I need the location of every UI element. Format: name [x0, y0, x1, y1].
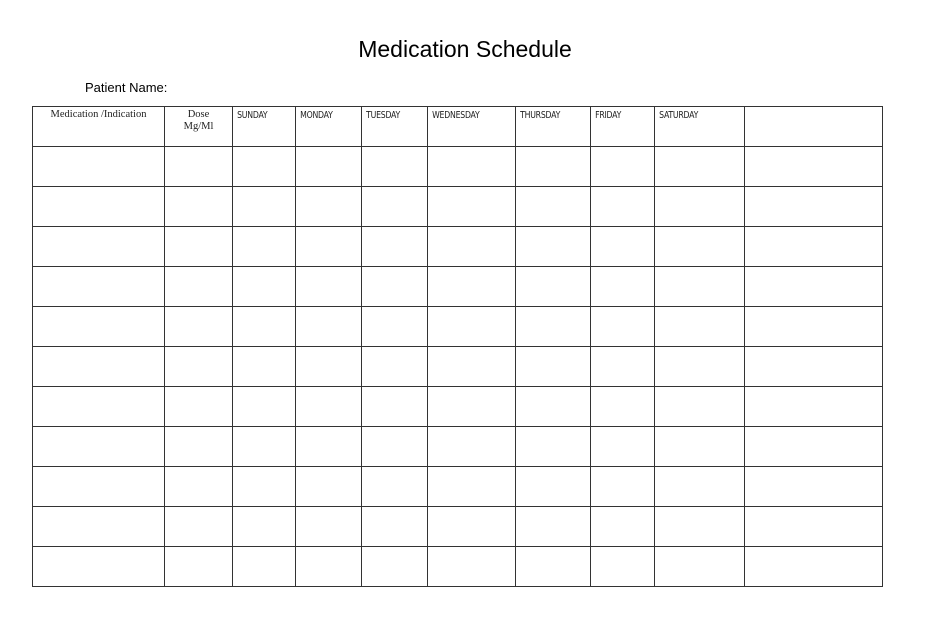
- cell-extra[interactable]: [745, 347, 883, 387]
- cell-thursday[interactable]: [516, 187, 591, 227]
- cell-extra[interactable]: [745, 387, 883, 427]
- cell-extra[interactable]: [745, 227, 883, 267]
- cell-medication[interactable]: [33, 387, 165, 427]
- cell-tuesday[interactable]: [362, 347, 428, 387]
- cell-dose[interactable]: [165, 427, 233, 467]
- header-friday-label: FRIDAY: [595, 110, 622, 121]
- cell-monday[interactable]: [296, 427, 362, 467]
- cell-friday[interactable]: [591, 347, 655, 387]
- cell-saturday[interactable]: [655, 387, 745, 427]
- cell-thursday[interactable]: [516, 147, 591, 187]
- cell-monday[interactable]: [296, 227, 362, 267]
- cell-monday[interactable]: [296, 307, 362, 347]
- header-dose-unit: Mg/Ml: [183, 121, 214, 132]
- header-dose-label: Dose: [187, 109, 210, 120]
- cell-extra[interactable]: [745, 307, 883, 347]
- cell-tuesday[interactable]: [362, 387, 428, 427]
- cell-sunday[interactable]: [233, 547, 296, 587]
- cell-thursday[interactable]: [516, 507, 591, 547]
- cell-thursday[interactable]: [516, 267, 591, 307]
- cell-extra[interactable]: [745, 467, 883, 507]
- header-saturday-label: SATURDAY: [659, 110, 699, 121]
- header-thursday: [516, 107, 591, 147]
- cell-extra[interactable]: [745, 187, 883, 227]
- cell-medication[interactable]: [33, 147, 165, 187]
- cell-dose[interactable]: [165, 307, 233, 347]
- patient-name-label: Patient Name:: [85, 80, 168, 95]
- header-medication-label: Medication /Indication: [50, 109, 147, 120]
- cell-friday[interactable]: [591, 147, 655, 187]
- cell-wednesday[interactable]: [428, 427, 516, 467]
- cell-sunday[interactable]: [233, 427, 296, 467]
- cell-monday[interactable]: [296, 147, 362, 187]
- cell-wednesday[interactable]: [428, 147, 516, 187]
- table-body: [33, 147, 883, 587]
- header-medication-indication: [33, 107, 165, 147]
- cell-medication[interactable]: [33, 427, 165, 467]
- table-row: [33, 347, 883, 387]
- header-sunday: [233, 107, 296, 147]
- cell-saturday[interactable]: [655, 547, 745, 587]
- cell-tuesday[interactable]: [362, 547, 428, 587]
- cell-wednesday[interactable]: [428, 187, 516, 227]
- cell-thursday[interactable]: [516, 307, 591, 347]
- table-header-row: [33, 107, 883, 147]
- cell-dose[interactable]: [165, 227, 233, 267]
- cell-sunday[interactable]: [233, 307, 296, 347]
- cell-dose[interactable]: [165, 387, 233, 427]
- cell-extra[interactable]: [745, 147, 883, 187]
- cell-saturday[interactable]: [655, 507, 745, 547]
- cell-saturday[interactable]: [655, 267, 745, 307]
- cell-dose[interactable]: [165, 507, 233, 547]
- cell-saturday[interactable]: [655, 187, 745, 227]
- cell-monday[interactable]: [296, 507, 362, 547]
- header-tuesday-label: TUESDAY: [366, 110, 401, 121]
- cell-sunday[interactable]: [233, 187, 296, 227]
- table-row: [33, 267, 883, 307]
- cell-wednesday[interactable]: [428, 387, 516, 427]
- cell-dose[interactable]: [165, 467, 233, 507]
- cell-medication[interactable]: [33, 547, 165, 587]
- cell-medication[interactable]: [33, 467, 165, 507]
- cell-extra[interactable]: [745, 507, 883, 547]
- cell-tuesday[interactable]: [362, 307, 428, 347]
- header-dose: [165, 107, 233, 147]
- cell-dose[interactable]: [165, 187, 233, 227]
- header-sunday-label: SUNDAY: [237, 110, 268, 121]
- table-row: [33, 387, 883, 427]
- cell-wednesday[interactable]: [428, 267, 516, 307]
- cell-tuesday[interactable]: [362, 227, 428, 267]
- cell-saturday[interactable]: [655, 427, 745, 467]
- header-monday-label: MONDAY: [300, 110, 333, 121]
- header-saturday: [655, 107, 745, 147]
- cell-monday[interactable]: [296, 347, 362, 387]
- medication-schedule-table: [32, 106, 883, 587]
- header-monday: [296, 107, 362, 147]
- cell-monday[interactable]: [296, 387, 362, 427]
- cell-sunday[interactable]: [233, 227, 296, 267]
- cell-wednesday[interactable]: [428, 507, 516, 547]
- table-row: [33, 547, 883, 587]
- cell-medication[interactable]: [33, 267, 165, 307]
- cell-tuesday[interactable]: [362, 467, 428, 507]
- cell-saturday[interactable]: [655, 347, 745, 387]
- header-friday: [591, 107, 655, 147]
- cell-monday[interactable]: [296, 267, 362, 307]
- cell-friday[interactable]: [591, 267, 655, 307]
- cell-thursday[interactable]: [516, 387, 591, 427]
- cell-wednesday[interactable]: [428, 547, 516, 587]
- cell-friday[interactable]: [591, 547, 655, 587]
- cell-monday[interactable]: [296, 547, 362, 587]
- cell-sunday[interactable]: [233, 347, 296, 387]
- cell-extra[interactable]: [745, 427, 883, 467]
- cell-dose[interactable]: [165, 347, 233, 387]
- cell-tuesday[interactable]: [362, 427, 428, 467]
- table-row: [33, 427, 883, 467]
- table-row: [33, 467, 883, 507]
- header-thursday-label: THURSDAY: [520, 110, 561, 121]
- cell-friday[interactable]: [591, 187, 655, 227]
- cell-extra[interactable]: [745, 547, 883, 587]
- cell-thursday[interactable]: [516, 547, 591, 587]
- cell-thursday[interactable]: [516, 467, 591, 507]
- cell-medication[interactable]: [33, 227, 165, 267]
- cell-sunday[interactable]: [233, 387, 296, 427]
- cell-wednesday[interactable]: [428, 347, 516, 387]
- cell-saturday[interactable]: [655, 467, 745, 507]
- cell-monday[interactable]: [296, 187, 362, 227]
- cell-dose[interactable]: [165, 547, 233, 587]
- cell-saturday[interactable]: [655, 147, 745, 187]
- cell-sunday[interactable]: [233, 267, 296, 307]
- cell-monday[interactable]: [296, 467, 362, 507]
- cell-saturday[interactable]: [655, 307, 745, 347]
- table-row: [33, 227, 883, 267]
- cell-thursday[interactable]: [516, 227, 591, 267]
- header-wednesday: [428, 107, 516, 147]
- cell-extra[interactable]: [745, 267, 883, 307]
- cell-friday[interactable]: [591, 507, 655, 547]
- table-row: [33, 307, 883, 347]
- cell-wednesday[interactable]: [428, 307, 516, 347]
- cell-friday[interactable]: [591, 307, 655, 347]
- cell-tuesday[interactable]: [362, 147, 428, 187]
- cell-dose[interactable]: [165, 267, 233, 307]
- header-extra: [745, 107, 883, 147]
- cell-medication[interactable]: [33, 347, 165, 387]
- cell-tuesday[interactable]: [362, 187, 428, 227]
- cell-friday[interactable]: [591, 387, 655, 427]
- page-title: Medication Schedule: [358, 36, 572, 62]
- cell-sunday[interactable]: [233, 467, 296, 507]
- table-row: [33, 187, 883, 227]
- cell-thursday[interactable]: [516, 347, 591, 387]
- cell-saturday[interactable]: [655, 227, 745, 267]
- header-tuesday: [362, 107, 428, 147]
- cell-thursday[interactable]: [516, 427, 591, 467]
- cell-wednesday[interactable]: [428, 467, 516, 507]
- cell-friday[interactable]: [591, 467, 655, 507]
- cell-tuesday[interactable]: [362, 267, 428, 307]
- cell-medication[interactable]: [33, 187, 165, 227]
- cell-wednesday[interactable]: [428, 227, 516, 267]
- cell-friday[interactable]: [591, 227, 655, 267]
- cell-sunday[interactable]: [233, 147, 296, 187]
- header-wednesday-label: WEDNESDAY: [432, 110, 480, 121]
- cell-tuesday[interactable]: [362, 507, 428, 547]
- cell-medication[interactable]: [33, 507, 165, 547]
- table-row: [33, 147, 883, 187]
- table-row: [33, 507, 883, 547]
- cell-friday[interactable]: [591, 427, 655, 467]
- cell-sunday[interactable]: [233, 507, 296, 547]
- cell-dose[interactable]: [165, 147, 233, 187]
- cell-medication[interactable]: [33, 307, 165, 347]
